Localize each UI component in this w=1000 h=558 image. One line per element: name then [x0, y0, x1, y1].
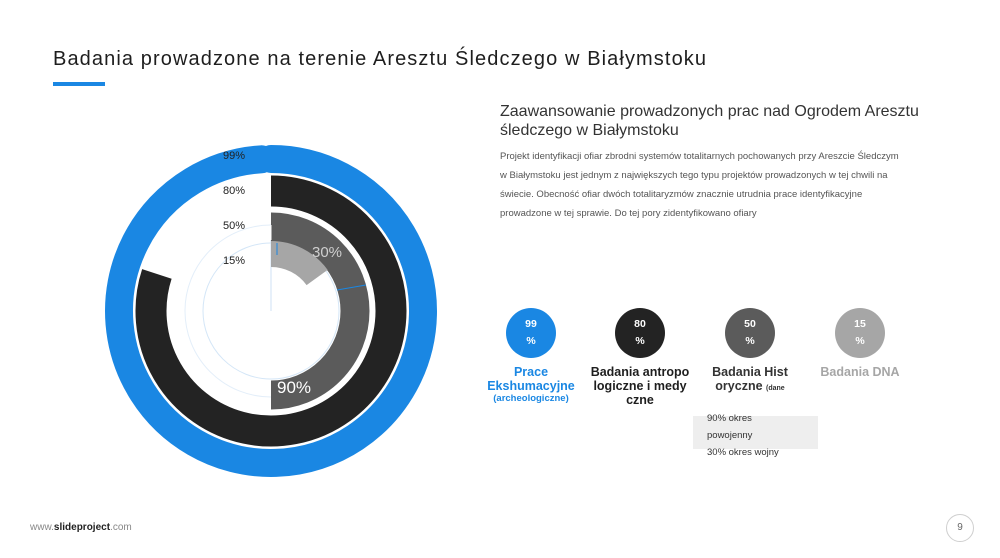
stat-sublabel: (dane	[766, 385, 785, 392]
ring-label-80: 80%	[222, 185, 245, 197]
footer-prefix: www.	[30, 522, 54, 533]
stat-circle-dna	[835, 308, 885, 358]
stat-unit: %	[635, 335, 645, 347]
stat-value: 80	[634, 318, 646, 330]
stat-label-anthropology	[590, 365, 690, 407]
ring-label-50: 50%	[222, 220, 245, 232]
segment-label-30: 30%	[312, 244, 343, 261]
section-subtitle: Zaawansowanie prowadzonych prac nad Ogrodem Aresztu śledczego w Białymstoku	[500, 103, 919, 139]
stat-unit: %	[855, 335, 865, 347]
stat-sublabel: (archeologiczne)	[493, 393, 569, 404]
stat-label-text: Badania Historyczne	[712, 365, 788, 393]
ring-label-99: 99%	[222, 150, 245, 162]
stat-label-text: Prace Ekshumacyjne	[487, 365, 575, 393]
page-number: 9	[946, 514, 974, 542]
history-note	[707, 410, 817, 461]
stat-label-history	[710, 365, 790, 396]
stat-circle-anthropology	[615, 308, 665, 358]
note-line: powojenny	[707, 430, 753, 441]
footer-suffix: .com	[110, 522, 132, 533]
footer-brand	[30, 522, 132, 533]
stat-label-text: Badania antropologiczne i medyczne	[590, 365, 690, 407]
footer-brand-name: slideproject	[53, 522, 111, 533]
note-line: 90% okres	[707, 413, 752, 424]
donut-chart	[0, 0, 470, 500]
ring-label-15: 15%	[222, 255, 245, 267]
stat-label-exhumation	[476, 365, 586, 405]
stat-circle-exhumation	[506, 308, 556, 358]
note-line: 30% okres wojny	[707, 447, 779, 458]
stat-unit: %	[526, 335, 536, 347]
section-description: Projekt identyfikacji ofiar zbrodni systemów totalitarnych pochowanych przy Areszcie Śledczym w Białymstoku jest jednym z największych tego typu projektów prowadzonych w tej chwili na świecie. Obecność ofiar dwóch totalitaryzmów znacznie utrudnia prace identyfikacyjne prowadzone w tej sprawie. Do tej pory zidentyfikowano ofiary	[500, 151, 899, 219]
stat-value: 99	[525, 318, 537, 330]
stat-value: 15	[854, 318, 866, 330]
stat-circle-history	[725, 308, 775, 358]
stat-label-text: Badania DNA	[820, 365, 900, 379]
stat-label-dna	[805, 365, 915, 379]
page-title: Badania prowadzone na terenie Aresztu Śledczego w Białymstoku	[53, 48, 708, 70]
stat-value: 50	[744, 318, 756, 330]
ring-arc-15	[271, 254, 317, 277]
stat-unit: %	[745, 335, 755, 347]
segment-label-90: 90%	[277, 378, 312, 397]
